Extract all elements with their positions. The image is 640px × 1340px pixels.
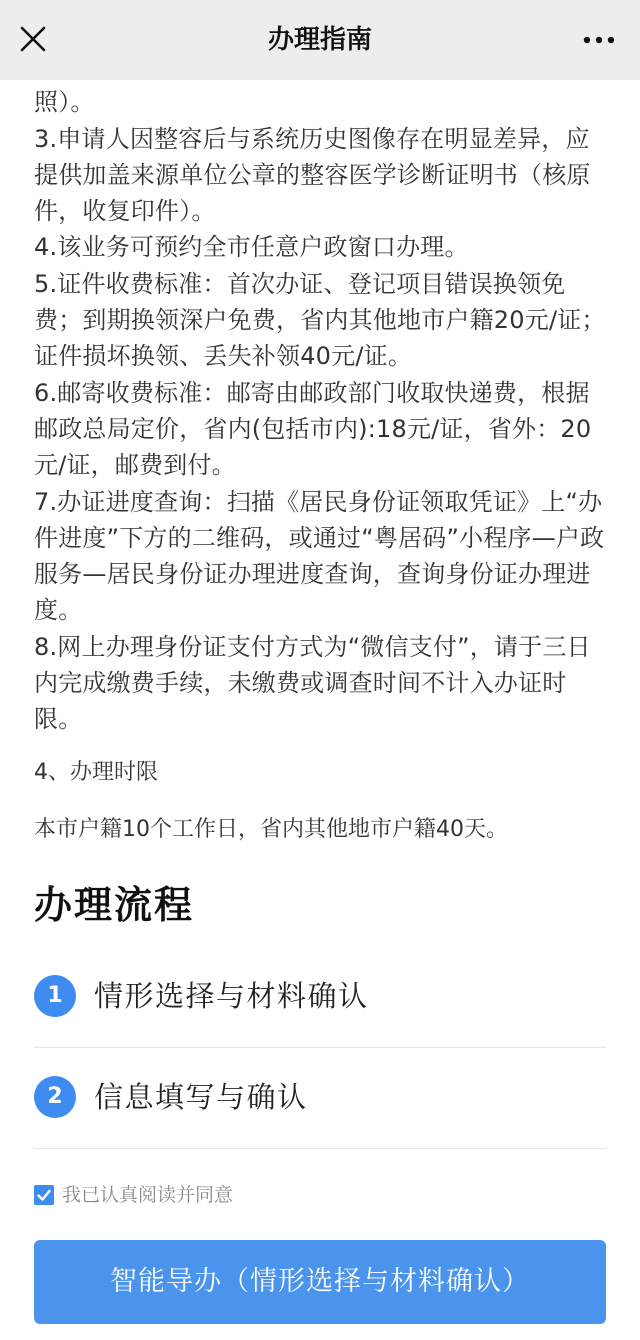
- note-item: 8.网上办理身份证支付方式为“微信支付”，请于三日内完成缴费手续，未缴费或调查时间不计入办证时限。: [34, 632, 591, 734]
- more-icon[interactable]: [582, 30, 616, 50]
- note-item: 3.申请人因整容后与系统历史图像存在明显差异，应提供加盖来源单位公章的整容医学诊断证明书（核原件，收复印件）。: [34, 124, 591, 226]
- time-limit-heading: 4、办理时限: [34, 760, 158, 785]
- step-number-badge: 1: [34, 975, 76, 1017]
- notes-list: [34, 48, 610, 738]
- agreement-label: 我已认真阅读并同意: [62, 1184, 234, 1206]
- checkbox-checked-icon[interactable]: [34, 1185, 54, 1205]
- step-divider: [34, 1148, 606, 1149]
- close-icon[interactable]: [14, 20, 52, 58]
- step-label: 信息填写与确认: [94, 1080, 308, 1114]
- note-item: 5.证件收费标准：首次办证、登记项目错误换领免费；到期换领深户免费，省内其他地市户籍20元/证；证件损坏换领、丢失补领40元/证。: [34, 269, 606, 371]
- note-item: 7.办证进度查询：扫描《居民身份证领取凭证》上“办件进度”下方的二维码，或通过“粤居码”小程序—户政服务—居民身份证办理进度查询，查询身份证办理进度。: [34, 487, 605, 625]
- navigation-bar: [0, 0, 640, 80]
- note-item: 4.该业务可预约全市任意户政窗口办理。: [34, 233, 469, 262]
- flow-step-2[interactable]: [34, 1049, 606, 1149]
- step-label: 情形选择与材料确认: [94, 979, 369, 1013]
- time-limit-text: 本市户籍10个工作日，省内其他地市户籍40天。: [34, 817, 508, 842]
- flow-title: 办理流程: [34, 883, 195, 927]
- smart-guide-button[interactable]: 智能导办（情形选择与材料确认）: [34, 1240, 606, 1324]
- flow-step-1[interactable]: [34, 948, 606, 1048]
- note-item: 照）。: [34, 88, 95, 117]
- step-divider: [34, 1047, 606, 1048]
- step-number-badge: 2: [34, 1076, 76, 1118]
- note-item: 6.邮寄收费标准：邮寄由邮政部门收取快递费，根据邮政总局定价，省内(包括市内):18元/证，省外：20元/证，邮费到付。: [34, 378, 592, 480]
- page-title: 办理指南: [267, 25, 372, 55]
